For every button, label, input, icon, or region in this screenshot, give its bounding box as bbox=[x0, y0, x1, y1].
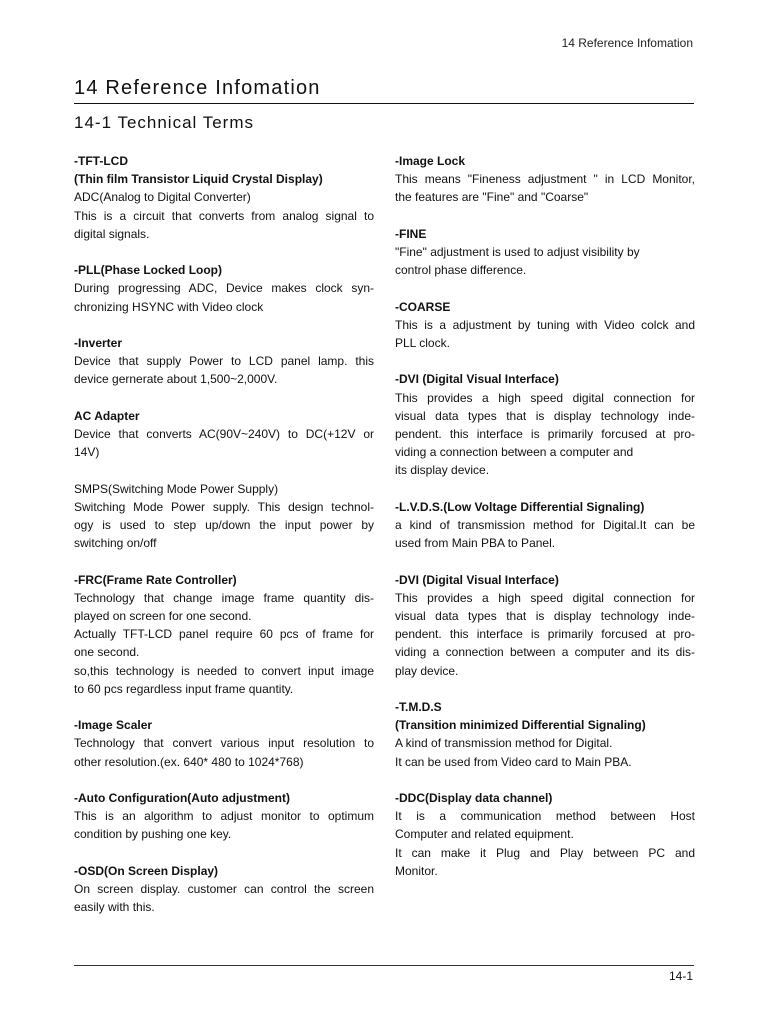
definition-line: This provides a high speed digital connection for bbox=[395, 590, 695, 605]
definition-line: to 60 pcs regardless input frame quantity. bbox=[74, 681, 294, 696]
glossary-entry bbox=[395, 152, 695, 207]
definition-line: pendent. this interface is primarily forcused at pro- bbox=[395, 627, 695, 642]
definition-line: pendent. this interface is primarily forcused at pro- bbox=[395, 427, 695, 441]
glossary-entry bbox=[74, 334, 374, 389]
definition-line: This is a adjustment by tuning with Video colck and bbox=[395, 317, 695, 332]
term-heading: -DVI (Digital Visual Interface) bbox=[395, 572, 559, 587]
right-column bbox=[395, 152, 695, 898]
definition-line: It is a communication method between Host bbox=[395, 809, 695, 824]
definition-line: During progressing ADC, Device makes clock syn- bbox=[74, 281, 374, 296]
glossary-entry bbox=[74, 152, 374, 243]
definition-line: a kind of transmission method for Digital.It can be bbox=[395, 518, 695, 532]
term-heading: -Inverter bbox=[74, 336, 123, 350]
definition-line: its display device. bbox=[395, 463, 490, 478]
definition-line: Computer and related equipment. bbox=[395, 827, 574, 842]
glossary-entry bbox=[74, 716, 374, 771]
term-heading: -Auto Configuration(Auto adjustment) bbox=[74, 791, 290, 805]
definition-line: play device. bbox=[395, 663, 459, 678]
definition-line: viding a connection between a computer and bbox=[395, 445, 634, 460]
glossary-entry bbox=[395, 571, 695, 680]
definition-line: On screen display. customer can control the screen bbox=[74, 882, 374, 896]
section-title: 14-1 Technical Terms bbox=[74, 113, 255, 132]
glossary-entry bbox=[395, 698, 695, 771]
term-heading: (Transition minimized Differential Signaling) bbox=[395, 718, 646, 733]
definition-line: condition by pushing one key. bbox=[74, 827, 232, 842]
definition-line: A kind of transmission method for Digital. bbox=[395, 736, 613, 751]
definition-line: ADC(Analog to Digital Converter) bbox=[74, 190, 251, 205]
term-heading: -Image Lock bbox=[395, 154, 466, 168]
definition-line: This provides a high speed digital connection for bbox=[395, 390, 695, 405]
definition-line: Actually TFT-LCD panel require 60 pcs of frame for bbox=[74, 627, 374, 642]
definition-line: This is an algorithm to adjust monitor to optimum bbox=[74, 809, 374, 824]
definition-line: viding a connection between a computer and its dis- bbox=[395, 645, 695, 660]
glossary-entry bbox=[395, 789, 695, 880]
definition-line: Device that supply Power to LCD panel lamp. this bbox=[74, 354, 374, 369]
glossary-entry bbox=[74, 407, 374, 462]
glossary-entry bbox=[395, 370, 695, 479]
definition-line: Switching Mode Power supply. This design technol- bbox=[74, 499, 374, 514]
term-heading: -DDC(Display data channel) bbox=[395, 791, 553, 805]
term-heading: -FINE bbox=[395, 226, 427, 241]
definition-line: Device that converts AC(90V~240V) to DC(+12V or bbox=[74, 427, 374, 441]
definition-line: visual data types that is display technology inde- bbox=[395, 408, 695, 423]
definition-line: ogy is used to step up/down the input power by bbox=[74, 518, 374, 532]
glossary-entry bbox=[74, 862, 374, 917]
left-column bbox=[74, 152, 374, 935]
term-heading: -DVI (Digital Visual Interface) bbox=[395, 372, 559, 387]
term-heading: -FRC(Frame Rate Controller) bbox=[74, 572, 237, 587]
term-heading: -TFT-LCD bbox=[74, 154, 128, 168]
definition-line: used from Main PBA to Panel. bbox=[395, 536, 556, 551]
term-heading: -COARSE bbox=[395, 299, 451, 314]
glossary-entry bbox=[74, 261, 374, 316]
page-number: 14-1 bbox=[668, 969, 693, 983]
term-heading: -OSD(On Screen Display) bbox=[74, 863, 219, 878]
definition-line: one second. bbox=[74, 645, 140, 660]
glossary-entry bbox=[74, 571, 374, 698]
term-heading: (Thin film Transistor Liquid Crystal Display) bbox=[74, 172, 323, 187]
definition-line: Monitor. bbox=[395, 863, 438, 878]
definition-line: 14V) bbox=[74, 445, 100, 460]
definition-line: the features are "Fine" and "Coarse" bbox=[395, 190, 589, 205]
definition-line: chronizing HSYNC with Video clock bbox=[74, 299, 264, 314]
glossary-entry bbox=[395, 298, 695, 353]
glossary-entry bbox=[395, 498, 695, 553]
term-heading: -T.M.D.S bbox=[395, 700, 442, 714]
definition-line: so,this technology is needed to convert input image bbox=[74, 663, 374, 678]
term-heading: -Image Scaler bbox=[74, 718, 153, 733]
definition-line: This is a circuit that converts from analog signal to bbox=[74, 208, 374, 223]
definition-line: other resolution.(ex. 640* 480 to 1024*768) bbox=[74, 754, 304, 769]
definition-line: It can make it Plug and Play between PC and bbox=[395, 845, 695, 860]
definition-line: SMPS(Switching Mode Power Supply) bbox=[74, 481, 279, 496]
definition-line: played on screen for one second. bbox=[74, 609, 252, 623]
glossary-entry bbox=[74, 789, 374, 844]
running-header: 14 Reference Infomation bbox=[561, 36, 693, 50]
glossary-entry bbox=[395, 225, 695, 280]
definition-line: This means "Fineness adjustment " in LCD Monitor, bbox=[395, 172, 695, 187]
definition-line: visual data types that is display technology inde- bbox=[395, 609, 695, 623]
chapter-title: 14 Reference Infomation bbox=[74, 77, 321, 99]
term-heading: -L.V.D.S.(Low Voltage Differential Signaling) bbox=[395, 499, 645, 514]
title-rule bbox=[74, 103, 694, 104]
definition-line: switching on/off bbox=[74, 536, 157, 551]
term-heading: -PLL(Phase Locked Loop) bbox=[74, 263, 223, 278]
definition-line: device gernerate about 1,500~2,000V. bbox=[74, 372, 278, 387]
definition-line: easily with this. bbox=[74, 900, 155, 915]
definition-line: It can be used from Video card to Main PBA. bbox=[395, 754, 632, 769]
term-heading: AC Adapter bbox=[74, 408, 140, 423]
definition-line: Technology that change image frame quantity dis- bbox=[74, 590, 374, 605]
definition-line: PLL clock. bbox=[395, 336, 450, 350]
footer-rule bbox=[74, 965, 694, 966]
definition-line: control phase difference. bbox=[395, 263, 527, 278]
definition-line: "Fine" adjustment is used to adjust visibility by bbox=[395, 245, 640, 259]
glossary-entry bbox=[74, 480, 374, 553]
definition-line: digital signals. bbox=[74, 226, 150, 241]
definition-line: Technology that convert various input resolution to bbox=[74, 736, 374, 751]
